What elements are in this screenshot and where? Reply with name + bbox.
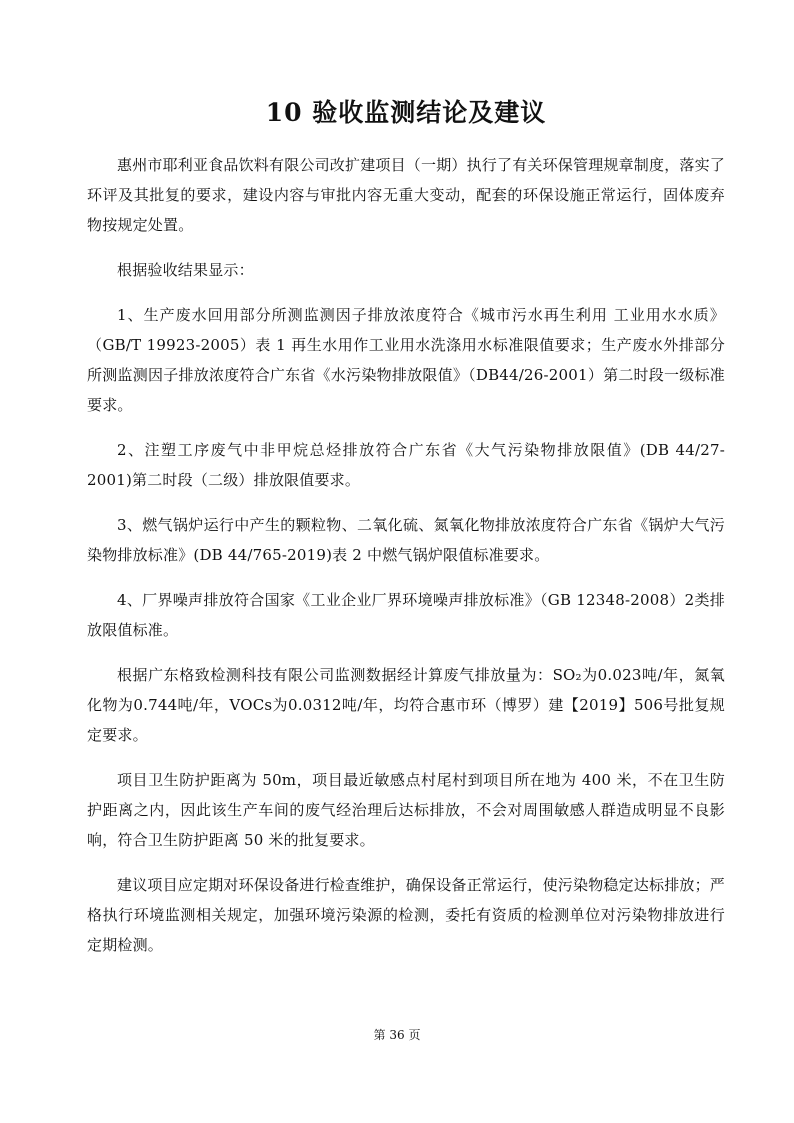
- paragraph-wastewater: 1、生产废水回用部分所测监测因子排放浓度符合《城市污水再生利用 工业用水水质》（GB/T 19923-2005）表 1 再生水用作工业用水洗涤用水标准限值要求；生产废水外排部分所测监测因子排放浓度符合广东省《水污染物排放限值》（DB44/26-2001）第二时段一级标准要求。: [87, 306, 725, 414]
- paragraph-emissions: 根据广东格致检测科技有限公司监测数据经计算废气排放量为：SO₂为0.023吨/年，氮氧化物为0.744吨/年，VOCs为0.0312吨/年，均符合惠市环（博罗）建【2019】506号批复规定要求。: [87, 666, 725, 744]
- page-number: 第 36 页: [373, 1028, 421, 1042]
- paragraph-recommendation: 建议项目应定期对环保设备进行检查维护，确保设备正常运行，使污染物稳定达标排放；严格执行环境监测相关规定，加强环境污染源的检测，委托有资质的检测单位对污染物排放进行定期检测。: [87, 876, 726, 954]
- paragraph-intro: 惠州市耶利亚食品饮料有限公司改扩建项目（一期）执行了有关环保管理规章制度，落实了环评及其批复的要求，建设内容与审批内容无重大变动，配套的环保设施正常运行，固体废弃物按规定处置。: [87, 156, 726, 234]
- paragraph-noise: 4、厂界噪声排放符合国家《工业企业厂界环境噪声排放标准》（GB 12348-2008）2类排放限值标准。: [87, 591, 725, 639]
- paragraph-boiler: 3、燃气锅炉运行中产生的颗粒物、二氧化硫、氮氧化物排放浓度符合广东省《锅炉大气污染物排放标准》(DB 44/765-2019)表 2 中燃气锅炉限值标准要求。: [87, 516, 725, 564]
- paragraph-protection-distance: 项目卫生防护距离为 50m，项目最近敏感点村尾村到项目所在地为 400 米，不在卫生防护距离之内，因此该生产车间的废气经治理后达标排放，不会对周围敏感人群造成明显不良影响，符合卫生防护距离 50 米的批复要求。: [87, 771, 725, 849]
- paragraph-exhaust: 2、注塑工序废气中非甲烷总烃排放符合广东省《大气污染物排放限值》(DB 44/27-2001)第二时段（二级）排放限值要求。: [87, 441, 725, 489]
- paragraph-results-lead: 根据验收结果显示：: [117, 261, 254, 279]
- body-text: [87, 150, 725, 975]
- section-title: 10 验收监测结论及建议: [265, 98, 547, 127]
